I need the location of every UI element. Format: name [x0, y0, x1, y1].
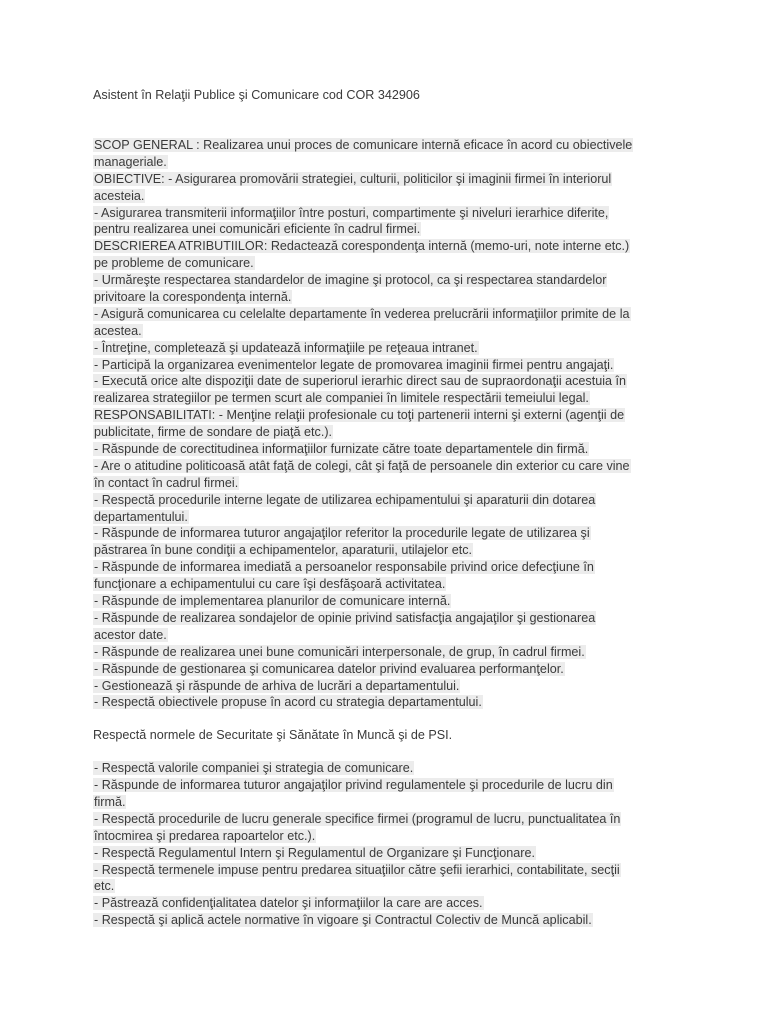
text-line — [93, 593, 683, 610]
safety-section — [93, 727, 683, 744]
text-line — [93, 205, 683, 222]
text-line — [93, 610, 683, 627]
text-line-text: manageriale. — [94, 154, 167, 169]
text-line — [93, 357, 683, 374]
text-line — [93, 272, 683, 289]
text-line-text: - Urmăreşte respectarea standardelor de imagine şi protocol, ca şi respectarea standardelor — [94, 273, 607, 288]
text-line — [93, 188, 683, 205]
duty-line-text: - Respectă Regulamentul Intern şi Regulamentul de Organizare şi Funcţionare. — [94, 845, 536, 860]
duty-line — [93, 794, 683, 811]
duty-line — [93, 760, 683, 777]
duty-line-text: - Respectă procedurile de lucru generale specifice firmei (programul de lucru, punctualitatea în — [94, 811, 621, 826]
safety-line: Respectă normele de Securitate şi Sănătate în Muncă şi de PSI. — [93, 728, 453, 743]
text-line — [93, 492, 683, 509]
duty-line-text: - Respectă şi aplică actele normative în vigoare şi Contractul Colectiv de Muncă aplicabil. — [94, 913, 592, 928]
text-line-text: - Respectă obiectivele propuse în acord cu strategia departamentului. — [94, 695, 482, 710]
text-line — [93, 407, 683, 424]
text-line — [93, 238, 683, 255]
duty-line-text: - Respectă termenele impuse pentru predarea situaţiilor către şefii ierarhici, contabilitate, secţii — [94, 862, 620, 877]
text-line-text: - Răspunde de implementarea planurilor de comunicare internă. — [94, 594, 451, 609]
text-line-text: în contact în cadrul firmei. — [94, 475, 239, 490]
text-line-text: - Asigură comunicarea cu celelalte departamente în vederea prelucrării informaţiilor primite de la — [94, 306, 630, 321]
text-line — [93, 154, 683, 171]
text-line — [93, 424, 683, 441]
text-line — [93, 255, 683, 272]
text-line-text: - Răspunde de realizarea sondajelor de opinie privind satisfacţia angajaţilor şi gestionarea — [94, 610, 596, 625]
text-line-text: - Răspunde de informarea tuturor angajaţilor referitor la procedurile legate de utilizarea şi — [94, 526, 590, 541]
duty-line — [93, 828, 683, 845]
document-title: Asistent în Relaţii Publice şi Comunicare cod COR 342906 — [93, 88, 420, 102]
text-line-text: păstrarea în bune condiţii a echipamentelor, aparaturii, utilajelor etc. — [94, 543, 473, 558]
text-line — [93, 221, 683, 238]
text-line-text: - Răspunde de gestionarea şi comunicarea datelor privind evaluarea performanţelor. — [94, 661, 564, 676]
text-line — [93, 661, 683, 678]
text-line-text: privitoare la corespondenţa internă. — [94, 290, 292, 305]
text-line-text: pentru realizarea unei comunicări eficiente în cadrul firmei. — [94, 222, 421, 237]
text-line-text: acesteia. — [94, 188, 145, 203]
text-line — [93, 627, 683, 644]
text-line — [93, 289, 683, 306]
duty-line-text: întocmirea şi predarea rapoartelor etc.). — [94, 828, 316, 843]
text-line-text: - Răspunde de corectitudinea informaţiilor furnizate către toate departamentele din firmă. — [94, 442, 589, 457]
text-line-text: SCOP GENERAL : Realizarea unui proces de comunicare internă eficace în acord cu obiectivele — [94, 138, 633, 152]
document-page — [93, 86, 683, 929]
duty-line-text: - Respectă valorile companiei şi strategia de comunicare. — [94, 761, 414, 776]
duty-line — [93, 895, 683, 912]
text-line-text: - Întreţine, completează şi updatează informaţiile pe reţeaua intranet. — [94, 340, 478, 355]
duty-line-text: firmă. — [94, 794, 126, 809]
text-line-text: realizarea strategiilor pe termen scurt ale companiei în limitele respectării temeiului legal. — [94, 391, 589, 406]
text-line-text: - Are o atitudine politicoasă atât faţă de colegi, cât şi faţă de persoanele din exterior cu care vine — [94, 458, 630, 473]
text-line — [93, 525, 683, 542]
text-line-text: - Respectă procedurile interne legate de utilizarea echipamentului şi aparaturii din dotarea — [94, 492, 596, 507]
additional-duties-section — [93, 760, 683, 929]
text-line-text: acestea. — [94, 323, 142, 338]
text-line — [93, 373, 683, 390]
job-description-section — [93, 137, 683, 711]
duty-line-text: etc. — [94, 879, 115, 894]
text-line — [93, 509, 683, 526]
text-line-text: publicitate, firme de sondare de piaţă etc.). — [94, 425, 333, 440]
text-line-text: acestor date. — [94, 627, 167, 642]
text-line — [93, 458, 683, 475]
text-line — [93, 441, 683, 458]
text-line-text: - Participă la organizarea evenimentelor legate de promovarea imaginii firmei pentru angajaţi. — [94, 357, 614, 372]
text-line-text: pe probleme de comunicare. — [94, 256, 254, 271]
text-line-text: - Răspunde de realizarea unei bune comunicări interpersonale, de grup, în cadrul firmei. — [94, 644, 585, 659]
text-line — [93, 576, 683, 593]
duty-line-text: - Păstrează confidenţialitatea datelor şi informaţiilor la care are acces. — [94, 896, 483, 911]
text-line-text: funcţionare a echipamentului cu care îşi desfăşoară activitatea. — [94, 577, 446, 592]
duty-line — [93, 777, 683, 794]
text-line-text: - Răspunde de informarea imediată a persoanelor responsabile privind orice defecţiune în — [94, 560, 594, 575]
text-line — [93, 678, 683, 695]
text-line-text: - Gestionează şi răspunde de arhiva de lucrări a departamentului. — [94, 678, 460, 693]
text-line-text: RESPONSABILITATI: - Menţine relaţii profesionale cu toţi partenerii interni şi externi (agenţii de — [94, 408, 625, 423]
duty-line — [93, 878, 683, 895]
text-line — [93, 542, 683, 559]
duty-line — [93, 811, 683, 828]
text-line-text: - Asigurarea transmiterii informaţiilor între posturi, compartimente şi niveluri ierarhice diferite, — [94, 205, 609, 220]
text-line — [93, 340, 683, 357]
text-line — [93, 171, 683, 188]
duty-line — [93, 845, 683, 862]
text-line — [93, 559, 683, 576]
text-line — [93, 390, 683, 407]
text-line — [93, 644, 683, 661]
text-line-text: departamentului. — [94, 509, 188, 524]
text-line — [93, 323, 683, 340]
text-line — [93, 306, 683, 323]
text-line-text: OBIECTIVE: - Asigurarea promovării strategiei, culturii, politicilor şi imaginii firmei în interiorul — [94, 171, 612, 186]
duty-line — [93, 862, 683, 879]
text-line — [93, 475, 683, 492]
text-line — [93, 137, 683, 154]
duty-line — [93, 912, 683, 929]
text-line-text: DESCRIEREA ATRIBUTIILOR: Redactează corespondenţa internă (memo-uri, note interne etc.) — [94, 239, 630, 254]
text-line-text: - Execută orice alte dispoziţii date de superiorul ierarhic direct sau de supraordonaţii acestuia în — [94, 374, 627, 389]
text-line — [93, 694, 683, 711]
duty-line-text: - Răspunde de informarea tuturor angajaţilor privind regulamentele şi procedurile de lucru din — [94, 778, 613, 793]
